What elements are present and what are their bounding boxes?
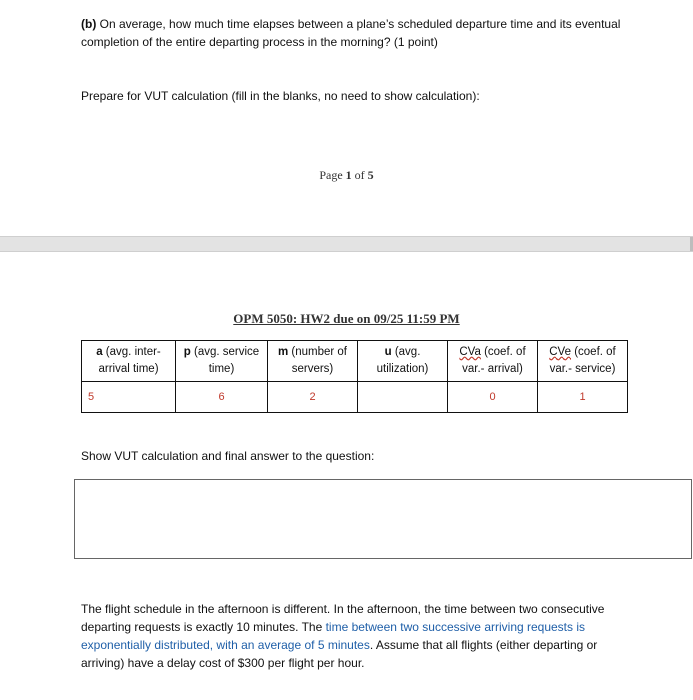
- header-m: m (number of servers): [268, 341, 358, 382]
- value-cva[interactable]: 0: [448, 382, 538, 413]
- header-a: a (avg. inter-arrival time): [82, 341, 176, 382]
- afternoon-highlight: time between two successive arriving requests is exponentially distributed, with an average of 5 minutes: [81, 620, 586, 652]
- footer-page-total: 5: [367, 168, 374, 182]
- value-u[interactable]: [358, 382, 448, 413]
- vut-table: [81, 340, 628, 413]
- answer-box[interactable]: [74, 479, 692, 559]
- question-label: (b): [81, 17, 97, 31]
- vut-header-row: [82, 341, 628, 382]
- document-header: OPM 5050: HW2 due on 09/25 11:59 PM: [233, 311, 460, 326]
- footer-page-number: 1: [345, 168, 352, 182]
- header-p: p (avg. service time): [176, 341, 268, 382]
- value-cve[interactable]: 1: [538, 382, 628, 413]
- prepare-instruction: Prepare for VUT calculation (fill in the blanks, no need to show calculation):: [81, 89, 480, 103]
- page-separator: [0, 236, 693, 252]
- header-cve: CVe (coef. of var.- service): [538, 341, 628, 382]
- footer-of: of: [351, 168, 368, 182]
- afternoon-paragraph: [81, 600, 621, 672]
- value-p[interactable]: 6: [176, 382, 268, 413]
- afternoon-part1: The flight schedule in the afternoon is different. In the afternoon, the time between two consecutive departing requests is exactly 10 minutes. The: [81, 602, 605, 634]
- afternoon-part3: . Assume that all flights (either departing or arriving) have a delay cost of $300 per flight per hour.: [81, 638, 598, 670]
- vut-value-row: [82, 382, 628, 413]
- header-u: u (avg. utilization): [358, 341, 448, 382]
- header-cva: CVa (coef. of var.- arrival): [448, 341, 538, 382]
- footer-prefix: Page: [319, 168, 346, 182]
- document-page-1: [0, 0, 693, 236]
- show-calculation-instruction: Show VUT calculation and final answer to the question:: [81, 449, 375, 463]
- value-m[interactable]: 2: [268, 382, 358, 413]
- question-b: [81, 15, 641, 51]
- question-text: On average, how much time elapses between a plane’s scheduled departure time and its eventual completion of the entire departing process in the morning? (1 point): [81, 17, 621, 49]
- page-footer: [0, 168, 693, 183]
- value-a[interactable]: 5: [82, 382, 176, 413]
